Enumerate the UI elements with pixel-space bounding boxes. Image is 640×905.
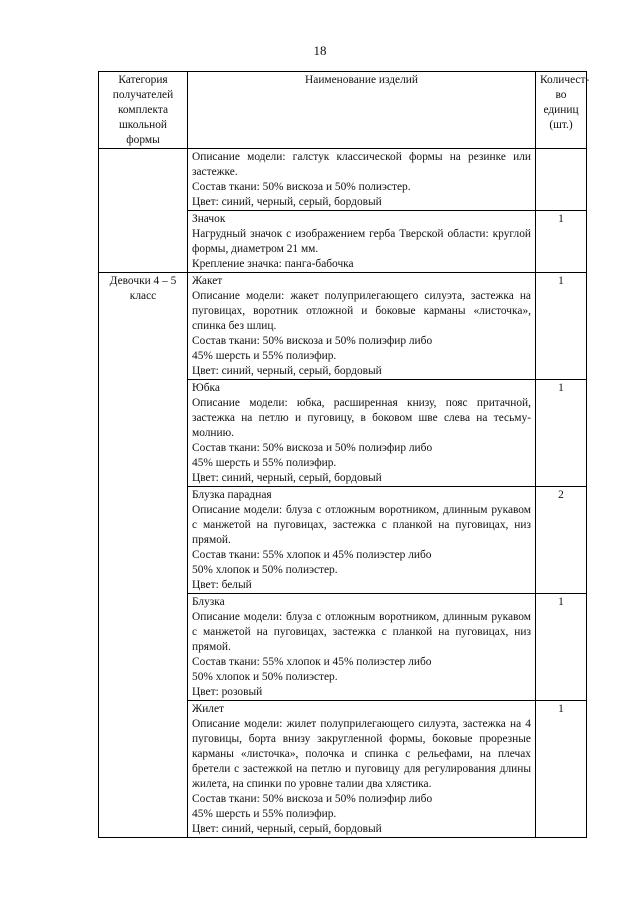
item-description-cell bbox=[188, 594, 536, 701]
quantity-cell: 1 bbox=[536, 211, 587, 273]
item-description-cell bbox=[188, 487, 536, 594]
item-description-line: Описание модели: юбка, расширенная книзу, пояс притачной, застежка на петлю и пуговицу, в боковом шве слева на тесьму-молнию. bbox=[192, 397, 531, 439]
item-description-line: Цвет: белый bbox=[192, 579, 252, 591]
category-cell bbox=[99, 149, 188, 273]
item-description-line: Жакет bbox=[192, 275, 223, 287]
quantity-cell: 2 bbox=[536, 487, 587, 594]
table-row bbox=[99, 149, 587, 211]
item-description-line: Цвет: синий, черный, серый, бордовый bbox=[192, 472, 382, 484]
item-description-line: Жилет bbox=[192, 703, 225, 715]
item-description-line: 45% шерсть и 55% полиэфир. bbox=[192, 457, 337, 469]
category-cell: Девочки 4 – 5 класс bbox=[99, 273, 188, 838]
item-description-line: Состав ткани: 55% хлопок и 45% полиэстер либо bbox=[192, 656, 432, 668]
item-description-line: Состав ткани: 50% вискоза и 50% полиэстер. bbox=[192, 181, 411, 193]
item-description-cell bbox=[188, 273, 536, 380]
item-description-line: Блузка bbox=[192, 596, 225, 608]
item-description-line: Описание модели: жакет полуприлегающего силуэта, застежка на пуговицах, воротник отложной и боковые карманы «листочка», спинка без шлиц. bbox=[192, 290, 531, 332]
item-description-line: Состав ткани: 50% вискоза и 50% полиэфир либо bbox=[192, 335, 433, 347]
item-description-line: Описание модели: жилет полуприлегающего силуэта, застежка на 4 пуговицы, борта внизу закругленной формы, боковые прорезные карманы «листочка», полочка и спинка с рельефами, на плечах бретели с застежкой на петлю и пуговицу для регулирования длины жилета, на спинки по уровне талии два хлястика. bbox=[192, 718, 531, 790]
quantity-cell: 1 bbox=[536, 701, 587, 838]
item-description-line: Описание модели: блуза с отложным воротником, длинным рукавом с манжетой на пуговицах, застежка с планкой на пуговицах, низ прямой. bbox=[192, 504, 531, 546]
item-description-line: Описание модели: галстук классической формы на резинке или застежке. bbox=[192, 151, 531, 178]
item-description-cell bbox=[188, 380, 536, 487]
quantity-cell: 1 bbox=[536, 273, 587, 380]
item-description-line: Цвет: синий, черный, серый, бордовый bbox=[192, 196, 382, 208]
item-description-line: Описание модели: блуза с отложным воротником, длинным рукавом с манжетой на пуговицах, застежка с планкой на пуговицах, низ прямой. bbox=[192, 611, 531, 653]
item-description-line: Блузка парадная bbox=[192, 489, 272, 501]
item-description-cell bbox=[188, 149, 536, 211]
item-description-line: Значок bbox=[192, 213, 226, 225]
item-description-cell bbox=[188, 701, 536, 838]
item-description-line: 45% шерсть и 55% полиэфир. bbox=[192, 350, 337, 362]
item-description-line: 50% хлопок и 50% полиэстер. bbox=[192, 564, 338, 576]
item-description-line: Цвет: синий, черный, серый, бордовый bbox=[192, 365, 382, 377]
header-name: Наименование изделий bbox=[188, 72, 536, 149]
item-description-line: Состав ткани: 50% вискоза и 50% полиэфир либо bbox=[192, 793, 433, 805]
table-body bbox=[99, 149, 587, 838]
table-header-row bbox=[99, 72, 587, 149]
header-quantity: Количест-во единиц (шт.) bbox=[536, 72, 587, 149]
item-description-line: 45% шерсть и 55% полиэфир. bbox=[192, 808, 337, 820]
item-description-line: Крепление значка: панга-бабочка bbox=[192, 258, 354, 270]
header-category: Категория получателей комплекта школьной формы bbox=[99, 72, 188, 149]
item-description-cell bbox=[188, 211, 536, 273]
item-description-line: Состав ткани: 50% вискоза и 50% полиэфир либо bbox=[192, 442, 433, 454]
quantity-cell: 1 bbox=[536, 594, 587, 701]
item-description-line: Состав ткани: 55% хлопок и 45% полиэстер либо bbox=[192, 549, 432, 561]
table-row bbox=[99, 273, 587, 380]
quantity-cell bbox=[536, 149, 587, 211]
item-description-line: Цвет: синий, черный, серый, бордовый bbox=[192, 823, 382, 835]
item-description-line: Цвет: розовый bbox=[192, 686, 263, 698]
uniform-items-table bbox=[98, 71, 590, 838]
item-description-line: Нагрудный значок с изображением герба Тверской области: круглой формы, диаметром 21 мм. bbox=[192, 228, 531, 255]
page-number: 18 bbox=[313, 43, 327, 58]
item-description-line: Юбка bbox=[192, 382, 220, 394]
item-description-line: 50% хлопок и 50% полиэстер. bbox=[192, 671, 338, 683]
quantity-cell: 1 bbox=[536, 380, 587, 487]
